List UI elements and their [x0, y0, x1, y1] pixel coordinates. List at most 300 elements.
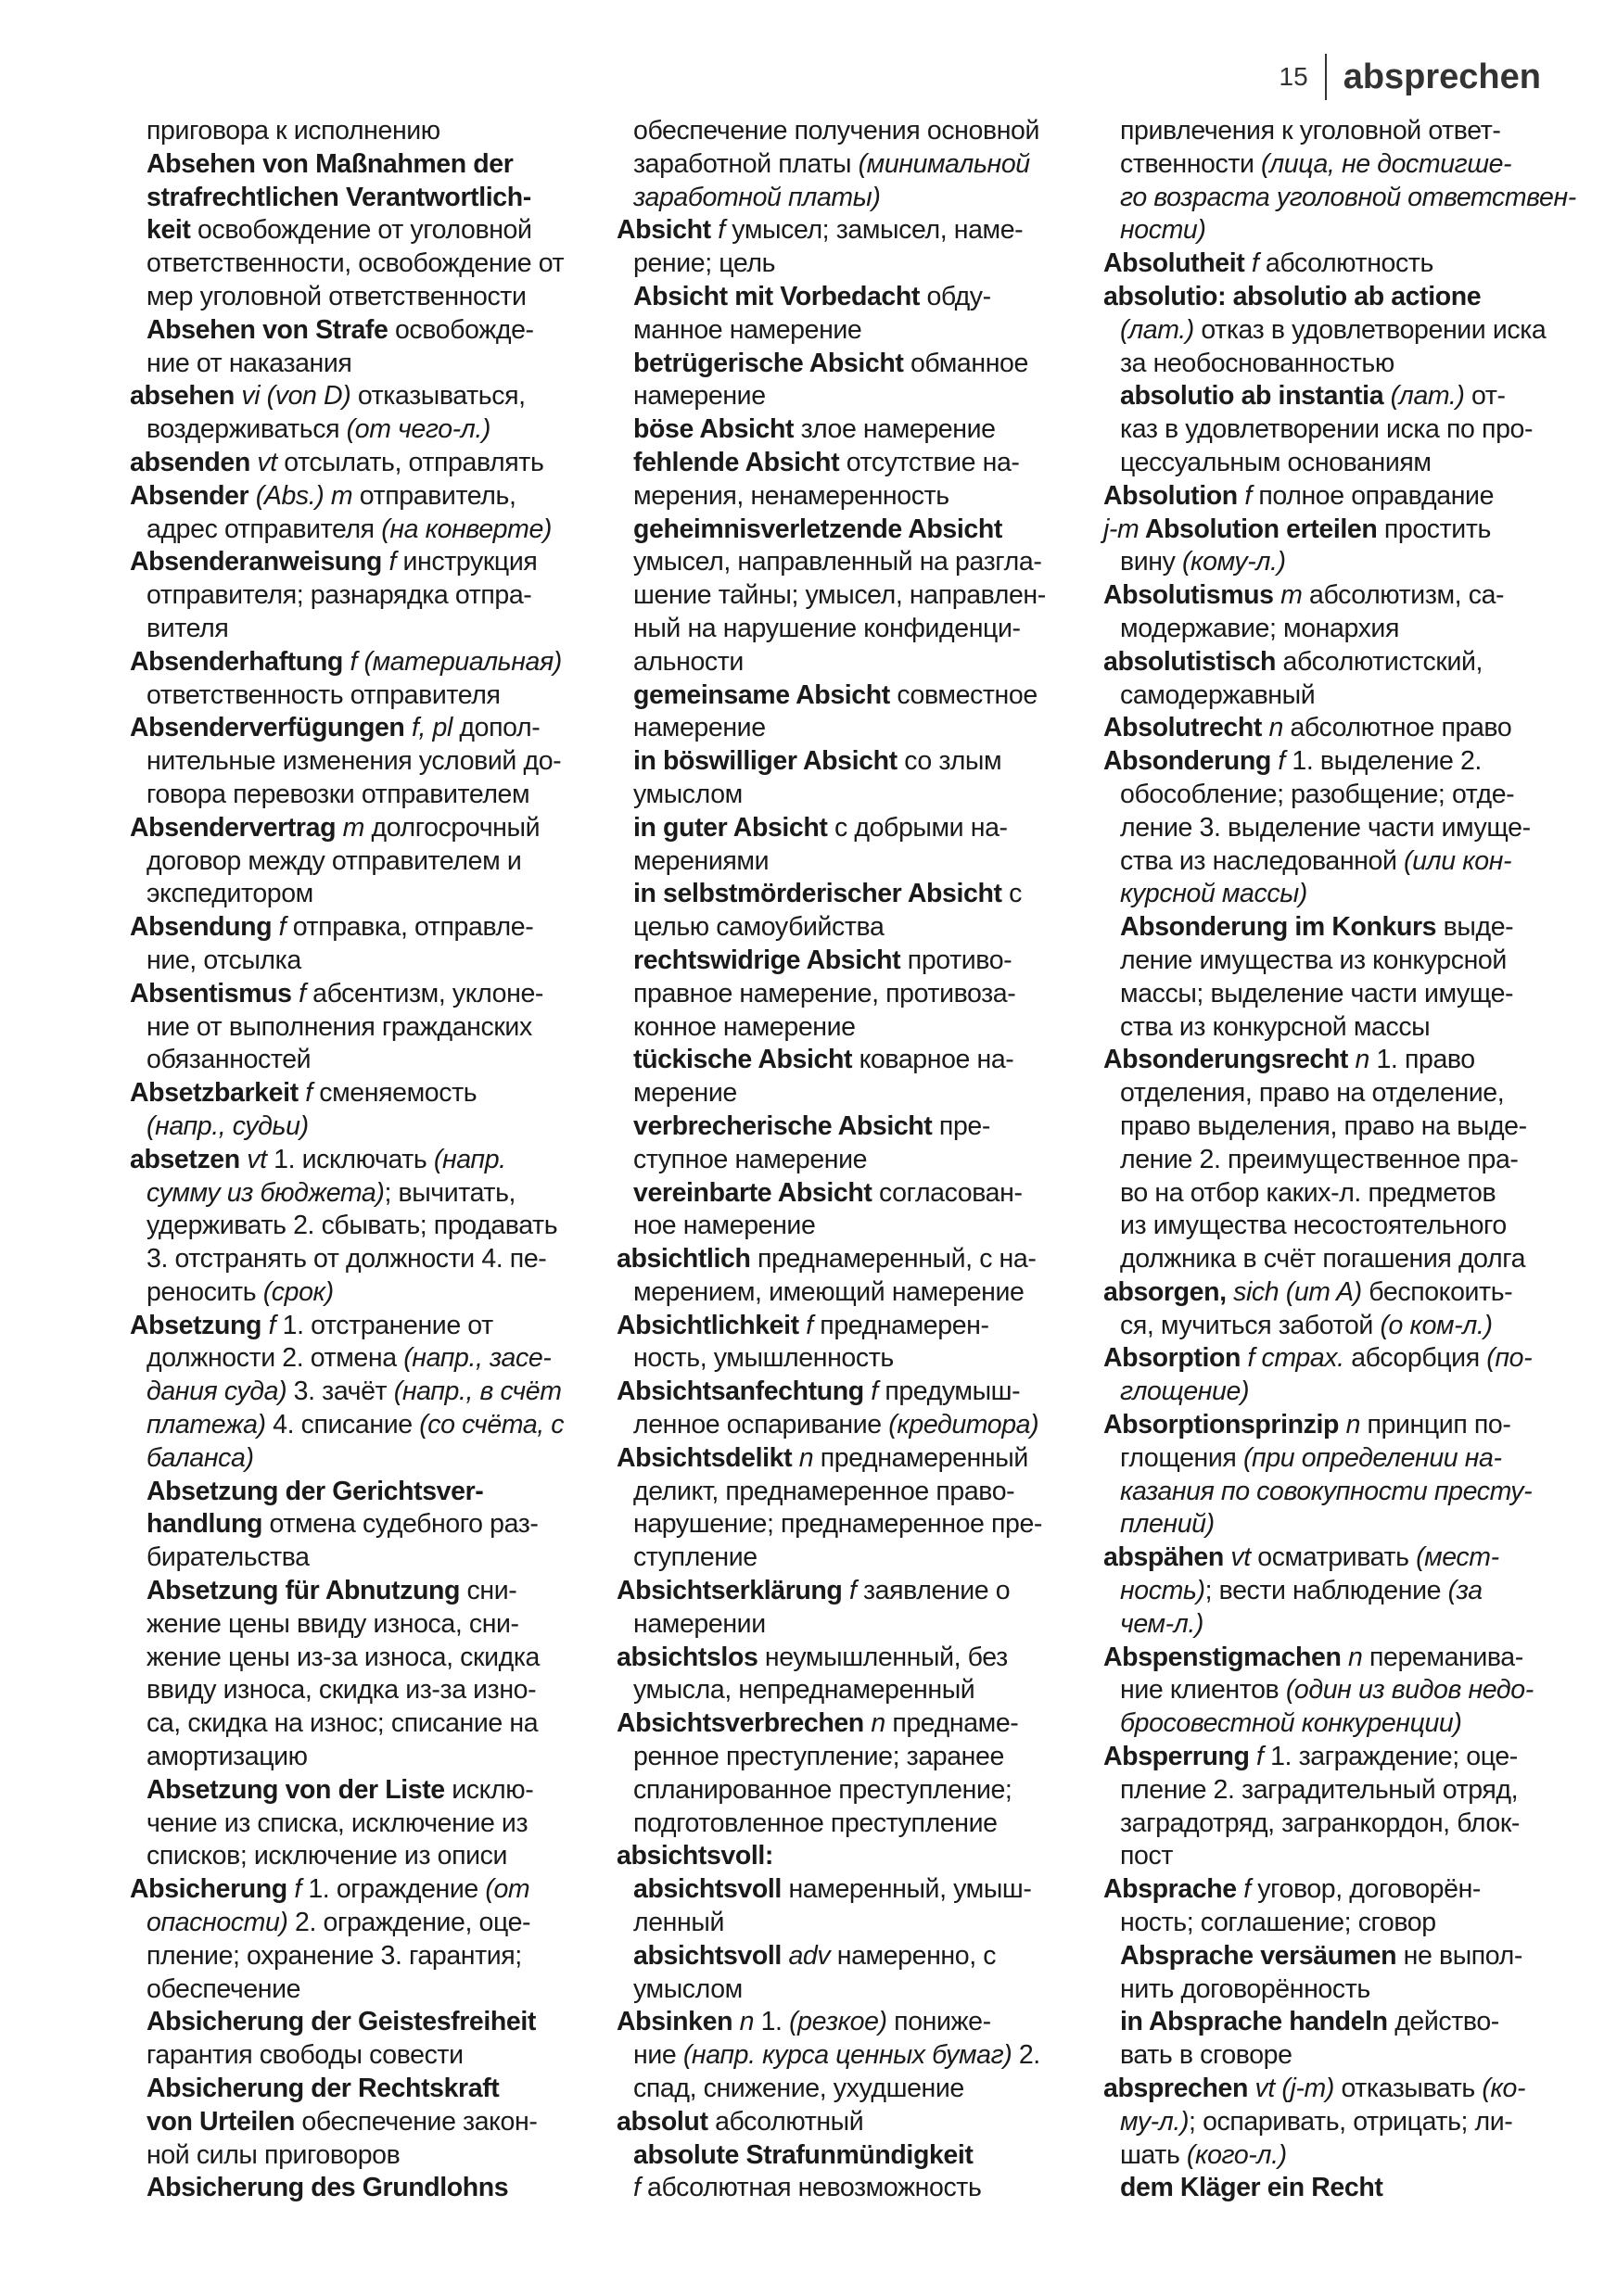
entry-line	[617, 1741, 1103, 1774]
entry-line	[130, 314, 617, 348]
translation-text: долгосрочный	[363, 812, 541, 843]
entry-line	[617, 812, 1103, 845]
entry-line	[1103, 1310, 1590, 1343]
translation-text: умыслом	[633, 779, 743, 809]
headword-text: Absichtsanfechtung	[617, 1376, 864, 1407]
grammar-note: (Abs.) m	[248, 480, 353, 511]
translation-text: ства из конкурсной массы	[1120, 1011, 1431, 1042]
headword-text: Absichtserklärung	[617, 1576, 843, 1606]
translation-text: коварное на-	[852, 1045, 1014, 1075]
entry-line	[130, 1741, 617, 1774]
grammar-note: (напр., в счёт	[393, 1376, 562, 1407]
translation-text: глощения	[1120, 1442, 1243, 1473]
entry-line	[130, 878, 617, 911]
translation-text: 3. отстранять от должности 4. пе-	[146, 1244, 547, 1275]
entry-line	[130, 1808, 617, 1841]
grammar-note: (кого-л.)	[1186, 2139, 1287, 2170]
entry-line	[617, 978, 1103, 1011]
entry-line	[617, 2073, 1103, 2106]
entry-line	[1103, 1077, 1590, 1110]
grammar-note: заработной платы)	[633, 182, 881, 212]
grammar-note: (при определении на-	[1242, 1442, 1502, 1473]
translation-text: из имущества несостоятельного	[1120, 1211, 1507, 1241]
translation-text: действо-	[1387, 2007, 1499, 2037]
translation-text: абсолютистский,	[1276, 646, 1483, 677]
translation-text: инструкция	[395, 547, 538, 577]
entry-line	[1103, 1674, 1590, 1707]
grammar-note: (напр., судьи)	[146, 1110, 309, 1141]
translation-text: преднамеренный, с на-	[750, 1244, 1037, 1275]
entry-line	[617, 514, 1103, 547]
entry-line	[1103, 1210, 1590, 1243]
entry-line	[617, 1442, 1103, 1476]
translation-text: ственности	[1120, 148, 1262, 179]
entry-line	[130, 2073, 617, 2106]
entry-line	[1103, 1840, 1590, 1873]
translation-text: пре-	[932, 1110, 990, 1141]
entry-line	[617, 779, 1103, 812]
translation-text: простить	[1377, 514, 1491, 544]
translation-text: полное оправдание	[1251, 480, 1495, 511]
translation-text: приговора к исполнению	[146, 116, 440, 146]
translation-text: рение; цель	[633, 248, 776, 279]
headword-text: Absenderanweisung	[130, 547, 382, 577]
entry-line	[130, 579, 617, 613]
grammar-note: f (материальная)	[342, 646, 562, 677]
grammar-note: платежа)	[146, 1410, 266, 1440]
entry-line	[1103, 1774, 1590, 1808]
entry-line	[1103, 514, 1590, 547]
grammar-note: (или кон-	[1404, 845, 1512, 876]
translation-text: пление; охранение 3. гарантия;	[146, 1940, 522, 1971]
entry-line	[1103, 1907, 1590, 1940]
entry-line	[1103, 1541, 1590, 1575]
headword-text: Absorption	[1103, 1343, 1241, 1374]
entry-line	[130, 1476, 617, 1509]
translation-text: мерением, имеющий намерение	[633, 1276, 1025, 1307]
entry-line	[617, 845, 1103, 879]
entry-line	[1103, 480, 1590, 514]
entry-line	[1103, 447, 1590, 480]
translation-text: противо-	[900, 945, 1012, 975]
grammar-note: ность)	[1120, 1576, 1205, 1606]
entry-line	[1103, 812, 1590, 845]
entry-line	[617, 613, 1103, 646]
translation-text: ответственность отправителя	[146, 679, 501, 710]
translation-text: ление имущества из конкурсной	[1120, 945, 1507, 975]
entry-line	[130, 1541, 617, 1575]
entry-line	[1103, 1011, 1590, 1045]
entry-line	[1103, 1808, 1590, 1841]
entry-line	[617, 447, 1103, 480]
entry-line	[617, 712, 1103, 745]
translation-text: мерения, ненамеренность	[633, 480, 949, 511]
page-number: 15	[1279, 62, 1308, 91]
grammar-note: (лат.)	[1120, 314, 1194, 345]
entry-line	[1103, 1508, 1590, 1541]
translation-text: пониже-	[886, 2007, 991, 2037]
dictionary-column-1	[130, 115, 617, 2205]
entry-line	[130, 546, 617, 579]
entry-line	[1103, 1575, 1590, 1608]
entry-line	[130, 447, 617, 480]
translation-text: заявление о	[856, 1576, 1011, 1606]
grammar-note: n	[1261, 713, 1283, 743]
entry-line	[617, 1873, 1103, 1907]
translation-text: абсолютное право	[1282, 713, 1512, 743]
running-headword: absprechen	[1343, 57, 1541, 96]
entry-line	[617, 1541, 1103, 1575]
headword-text: in Absprache handeln	[1120, 2007, 1388, 2037]
headword-text: Absicherung der Rechtskraft	[146, 2074, 500, 2104]
translation-text: 1. заграждение; оце-	[1263, 1742, 1518, 1772]
grammar-note: f	[1237, 480, 1252, 511]
headword-text: Absonderungsrecht	[1103, 1045, 1348, 1075]
grammar-note: n	[863, 1708, 885, 1739]
headword-text: gemeinsame Absicht	[633, 679, 890, 710]
entry-line	[130, 1077, 617, 1110]
entry-line	[130, 779, 617, 812]
translation-text: нительные изменения условий до-	[146, 746, 562, 777]
translation-text: списков; исключение из описи	[146, 1841, 508, 1871]
entry-line	[617, 1110, 1103, 1144]
entry-line	[1103, 679, 1590, 713]
entry-line	[130, 148, 617, 182]
translation-text: заградотряд, загранкордон, блок-	[1120, 1808, 1520, 1838]
entry-line	[617, 1276, 1103, 1310]
entry-line	[1103, 1144, 1590, 1177]
translation-text: 2. ограждение, оце-	[287, 1908, 531, 1938]
translation-text: отказ в удовлетворении иска	[1193, 314, 1547, 345]
translation-text: предумыш-	[877, 1376, 1021, 1407]
headword-text: geheimnisverletzende Absicht	[633, 514, 1002, 544]
translation-text: 1. ограждение	[300, 1874, 486, 1905]
translation-text: вать в сговоре	[1120, 2040, 1292, 2071]
entry-line	[130, 1840, 617, 1873]
entry-line	[1103, 911, 1590, 945]
entry-line	[130, 812, 617, 845]
headword-text: von Urteilen	[146, 2106, 295, 2137]
translation-text: ние от выполнения гражданских	[146, 1011, 532, 1042]
entry-line	[617, 1575, 1103, 1608]
grammar-note: (лат.)	[1383, 381, 1465, 412]
translation-text: вителя	[146, 613, 229, 643]
translation-text: манное намерение	[633, 314, 862, 345]
entry-line	[1103, 1442, 1590, 1476]
translation-text: отправителя; разнарядка отпра-	[146, 580, 532, 611]
entry-line	[617, 380, 1103, 413]
translation-text: намерение	[633, 381, 766, 412]
translation-text: договор между отправителем и	[146, 845, 522, 876]
grammar-note: sich (um A)	[1226, 1276, 1362, 1307]
entry-line	[617, 546, 1103, 579]
entry-line	[617, 579, 1103, 613]
grammar-note: f страх.	[1240, 1343, 1344, 1374]
entry-line	[617, 247, 1103, 281]
headword-text: Absprache versäumen	[1120, 1940, 1397, 1971]
translation-text: ние	[633, 2040, 683, 2071]
entry-line	[617, 413, 1103, 447]
grammar-note: j-m	[1103, 514, 1140, 544]
entry-line	[617, 2006, 1103, 2039]
entry-line	[130, 1044, 617, 1077]
entry-line	[617, 214, 1103, 247]
translation-text: со злым	[897, 746, 1002, 777]
entry-line	[617, 1707, 1103, 1741]
headword-text: absichtslos	[617, 1642, 758, 1672]
grammar-note: f	[1236, 1874, 1251, 1905]
translation-text: ление 2. преимущественное пра-	[1120, 1144, 1519, 1174]
translation-text: намерение	[633, 713, 766, 743]
entry-line	[617, 945, 1103, 978]
entry-line	[130, 2106, 617, 2139]
translation-text: принцип по-	[1360, 1410, 1511, 1440]
entry-line	[617, 1310, 1103, 1343]
translation-text: отделения, право на отделение,	[1120, 1078, 1505, 1109]
translation-text: ние, отсылка	[146, 945, 301, 975]
headword-text: Absendung	[130, 912, 273, 943]
grammar-note: vt (j-m)	[1247, 2074, 1334, 2104]
entry-line	[1103, 845, 1590, 879]
entry-line	[617, 314, 1103, 348]
entry-line	[130, 2139, 617, 2173]
entry-line	[1103, 779, 1590, 812]
entry-line	[617, 1774, 1103, 1808]
headword-text: in selbstmörderischer Absicht	[633, 879, 1002, 909]
translation-text: мерениями	[633, 845, 770, 876]
entry-line	[130, 1409, 617, 1442]
entry-line	[130, 1707, 617, 1741]
entry-line	[130, 1973, 617, 2007]
translation-text: целью самоубийства	[633, 912, 885, 943]
entry-line	[1103, 546, 1590, 579]
translation-text: ответственности, освобождение от	[146, 248, 565, 279]
translation-text: абсентизм, уклоне-	[305, 978, 544, 1008]
translation-text: ленное оспаривание	[633, 1410, 889, 1440]
dictionary-column-2	[617, 115, 1103, 2205]
translation-text: умысла, непреднамеренный	[633, 1675, 975, 1706]
grammar-note: f	[272, 912, 286, 943]
headword-text: Absehen von Strafe	[146, 314, 388, 345]
translation-text: ства из наследованной	[1120, 845, 1405, 876]
entry-line	[1103, 2006, 1590, 2039]
entry-line	[130, 613, 617, 646]
translation-text: 3. зачёт	[286, 1376, 394, 1407]
translation-text: нить договорённость	[1120, 1973, 1370, 2004]
entry-line	[130, 214, 617, 247]
entry-line	[617, 1376, 1103, 1409]
translation-text: 1. право	[1369, 1045, 1475, 1075]
entry-line	[1103, 978, 1590, 1011]
entry-line	[617, 878, 1103, 911]
entry-line	[130, 514, 617, 547]
translation-text: шать	[1120, 2139, 1187, 2170]
grammar-note: f	[286, 1874, 301, 1905]
entry-line	[1103, 2172, 1590, 2205]
entry-line	[130, 646, 617, 679]
grammar-note: f	[863, 1376, 878, 1407]
grammar-note: бросовестной конкуренции)	[1120, 1708, 1462, 1739]
entry-line	[1103, 1409, 1590, 1442]
headword-text: Absprache	[1103, 1874, 1237, 1905]
translation-text: 1. выделение 2.	[1284, 746, 1482, 777]
headword-text: Absinken	[617, 2007, 733, 2037]
grammar-note: (срок)	[262, 1276, 334, 1307]
translation-text: преднамеренный	[813, 1442, 1028, 1473]
headword-text: absehen	[130, 381, 235, 412]
translation-text: отказывать	[1333, 2074, 1483, 2104]
entry-line	[130, 1442, 617, 1476]
grammar-note: сумму из бюджета)	[146, 1177, 385, 1208]
translation-text: привлечения к уголовной ответ-	[1120, 116, 1501, 146]
entry-line	[130, 945, 617, 978]
translation-text: обду-	[919, 281, 991, 311]
translation-text: адрес отправителя	[146, 514, 382, 544]
entry-line	[1103, 413, 1590, 447]
header-divider	[1325, 54, 1327, 100]
headword-text: Absorptionsprinzip	[1103, 1410, 1340, 1440]
headword-text: Absicherung	[130, 1874, 287, 1905]
headword-text: absolutistisch	[1103, 646, 1277, 677]
translation-text: обеспечение получения основной	[633, 116, 1040, 146]
translation-text: умысел; замысел, наме-	[724, 215, 1024, 246]
translation-text: ; вычитать,	[384, 1177, 516, 1208]
headword-text: absolute Strafunmündigkeit	[633, 2139, 974, 2170]
entry-line	[130, 2172, 617, 2205]
translation-text: 1.	[754, 2007, 790, 2037]
grammar-note: (минимальной	[858, 148, 1030, 179]
translation-text: умысел, направленный на разгла-	[633, 547, 1042, 577]
entry-line	[130, 1873, 617, 1907]
entry-line	[617, 1808, 1103, 1841]
entry-line	[617, 1642, 1103, 1675]
headword-text: Absolutismus	[1103, 580, 1274, 611]
translation-text: с добрыми на-	[827, 812, 1008, 843]
grammar-note: опасности)	[146, 1908, 288, 1938]
translation-text: во на отбор каких-л. предметов	[1120, 1177, 1496, 1208]
headword-text: absorgen,	[1103, 1276, 1227, 1307]
entry-line	[617, 2172, 1103, 2205]
translation-text: 2.	[1012, 2040, 1040, 2071]
translation-text: абсолютная невозможность	[640, 2173, 982, 2203]
entry-line	[130, 745, 617, 779]
entry-line	[130, 1608, 617, 1642]
headword-text: rechtswidrige Absicht	[633, 945, 901, 975]
headword-text: Absolutrecht	[1103, 713, 1262, 743]
translation-text: согласован-	[872, 1177, 1023, 1208]
grammar-note: го возраста уголовной ответствен-	[1120, 182, 1576, 212]
entry-line	[130, 1907, 617, 1940]
grammar-note: vt	[1223, 1542, 1251, 1573]
entry-line	[1103, 214, 1590, 247]
headword-text: absolutio ab instantia	[1120, 381, 1384, 412]
entry-line	[1103, 2039, 1590, 2073]
headword-text: absprechen	[1103, 2074, 1248, 2104]
entry-line	[1103, 1342, 1590, 1376]
translation-text: совместное	[889, 679, 1038, 710]
headword-text: in böswilliger Absicht	[633, 746, 898, 777]
translation-text: деликт, преднамеренное право-	[633, 1476, 1015, 1506]
translation-text: отсутствие на-	[839, 447, 1020, 477]
grammar-note: f	[381, 547, 396, 577]
grammar-note: (напр.	[433, 1144, 506, 1174]
translation-text: абсолютный	[707, 2106, 864, 2137]
grammar-note: глощение)	[1120, 1376, 1250, 1407]
grammar-note: f	[1249, 1742, 1264, 1772]
grammar-note: n	[732, 2007, 755, 2037]
entry-line	[617, 1940, 1103, 1973]
translation-text: шение тайны; умысел, направлен-	[633, 580, 1046, 611]
translation-text: конное намерение	[633, 1011, 856, 1042]
page-header	[1280, 54, 1541, 100]
entry-line	[130, 1342, 617, 1376]
entry-line	[617, 115, 1103, 148]
entry-line	[617, 1608, 1103, 1642]
entry-line	[1103, 380, 1590, 413]
translation-text: самодержавный	[1120, 679, 1316, 710]
translation-text: экспедитором	[146, 879, 313, 909]
headword-text: Absentismus	[130, 978, 292, 1008]
translation-text: ступное намерение	[633, 1144, 868, 1174]
headword-text: in guter Absicht	[633, 812, 828, 843]
headword-text: Absichtsdelikt	[617, 1442, 793, 1473]
entry-line	[617, 1907, 1103, 1940]
headword-text: abspähen	[1103, 1542, 1224, 1573]
translation-text: отмена судебного раз-	[262, 1509, 539, 1540]
translation-text: модержавие; монархия	[1120, 613, 1399, 643]
entry-line	[617, 1077, 1103, 1110]
grammar-note: (со счёта, с	[419, 1410, 565, 1440]
translation-text: умыслом	[633, 1973, 743, 2004]
grammar-note: vi (von D)	[234, 381, 351, 412]
entry-line	[1103, 1177, 1590, 1211]
grammar-note: чем-л.)	[1120, 1608, 1203, 1639]
grammar-note: (за	[1447, 1576, 1483, 1606]
translation-text: ступление	[633, 1542, 758, 1573]
entry-line	[617, 1177, 1103, 1211]
headword-text: Abspenstigmachen	[1103, 1642, 1342, 1672]
translation-text: от-	[1464, 381, 1506, 412]
translation-text: заработной платы	[633, 148, 859, 179]
grammar-note: adv	[781, 1940, 831, 1971]
grammar-note: му-л.)	[1120, 2106, 1190, 2137]
entry-line	[617, 646, 1103, 679]
entry-line	[1103, 1243, 1590, 1276]
grammar-note: f	[798, 1310, 813, 1340]
headword-text: Absetzung von der Liste	[146, 1774, 445, 1805]
grammar-note: f	[842, 1576, 857, 1606]
grammar-note: n	[1347, 1045, 1369, 1075]
entry-line	[130, 1177, 617, 1211]
entry-line	[617, 348, 1103, 381]
entry-line	[130, 1310, 617, 1343]
translation-text: каз в удовлетворении иска по про-	[1120, 414, 1534, 445]
grammar-note: казания по совокупности престу-	[1120, 1476, 1533, 1506]
entry-line	[1103, 1276, 1590, 1310]
headword-text: absichtsvoll:	[617, 1841, 774, 1871]
translation-text: осматривать	[1250, 1542, 1417, 1573]
grammar-note: f	[291, 978, 306, 1008]
translation-text: правное намерение, противоза-	[633, 978, 1016, 1008]
translation-text: обособление; разобщение; отде-	[1120, 779, 1515, 809]
entry-line	[1103, 314, 1590, 348]
headword-text: betrügerische Absicht	[633, 348, 904, 378]
entry-line	[130, 679, 617, 713]
grammar-note: (по-	[1486, 1343, 1533, 1374]
translation-text: ся, мучиться заботой	[1120, 1310, 1381, 1340]
entry-line	[1103, 1044, 1590, 1077]
translation-text: должника в счёт погашения долга	[1120, 1244, 1526, 1275]
